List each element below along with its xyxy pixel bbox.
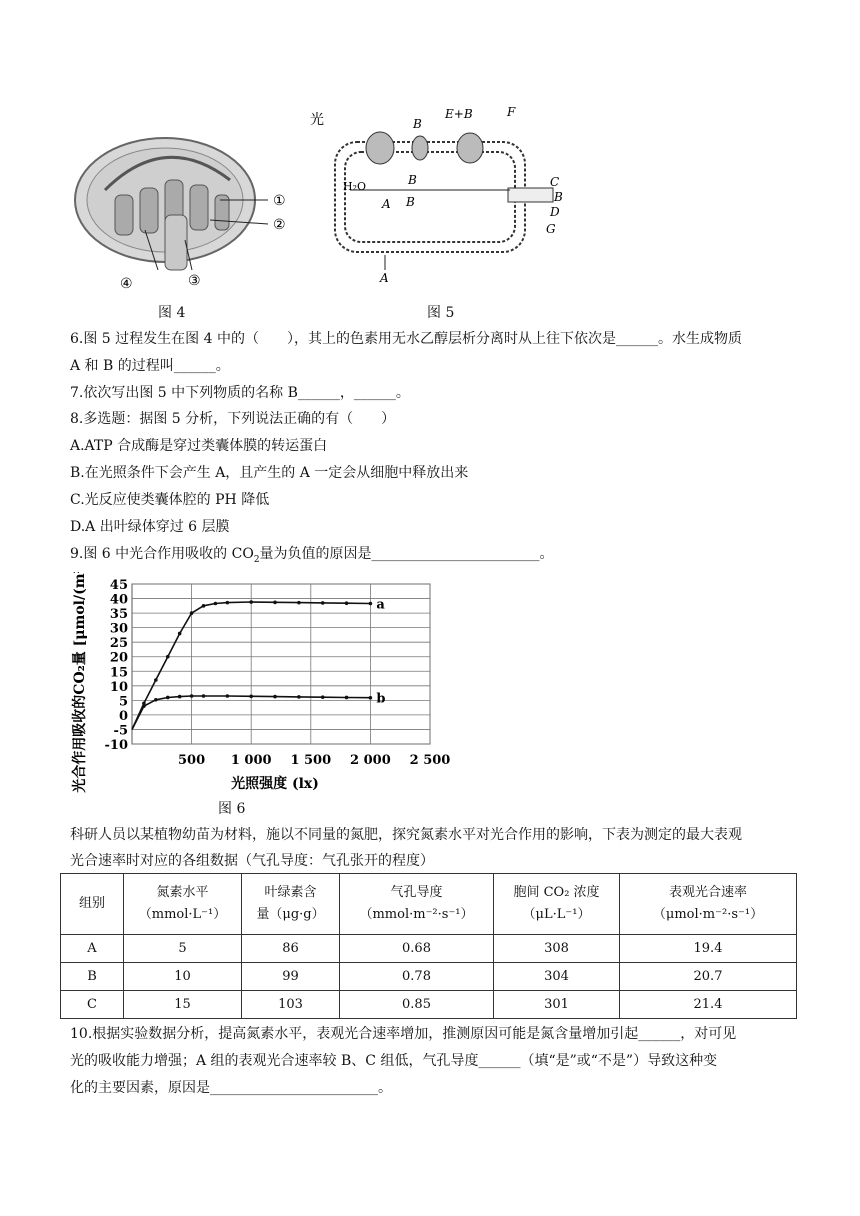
option-8-b: B.在光照条件下会产生 A，且产生的 A 一定会从细胞中释放出来 xyxy=(70,465,469,481)
fig5-label-a-mid: A xyxy=(382,197,391,211)
data-point-a xyxy=(154,678,158,682)
data-point-a xyxy=(178,632,182,636)
thylakoid-illustration xyxy=(310,100,570,290)
x-tick-label: 2 000 xyxy=(350,753,391,768)
question-8: 8.多选题：据图 5 分析，下列说法正确的有（ ） xyxy=(70,411,396,427)
y-tick-label: 30 xyxy=(109,621,128,637)
data-point-b xyxy=(249,694,253,698)
fig5-label-b-right: B xyxy=(554,190,563,204)
fig5-label-b-mid: B xyxy=(408,173,417,187)
question-9-sub: 2 xyxy=(253,554,260,565)
data-point-b xyxy=(178,695,182,699)
cell: 15 xyxy=(124,991,242,1019)
data-point-a xyxy=(190,611,194,615)
question-10-line-3: 化的主要因素，原因是________________________。 xyxy=(70,1080,392,1096)
y-tick-label: -5 xyxy=(113,723,128,739)
data-point-b xyxy=(273,695,277,699)
series-label-b: b xyxy=(376,691,386,707)
figure-4-caption: 图 4 xyxy=(158,305,186,321)
y-tick-label: 25 xyxy=(109,636,128,652)
fig5-label-f: F xyxy=(507,105,516,119)
data-point-b xyxy=(190,694,194,698)
y-tick-label: 15 xyxy=(109,665,128,681)
data-point-a xyxy=(321,601,325,605)
figure-6-caption: 图 6 xyxy=(218,801,246,817)
fig4-label-1: ① xyxy=(273,193,286,209)
header-stomatal: 气孔导度 （mmol·m⁻²·s⁻¹） xyxy=(340,874,494,935)
fig4-label-3: ③ xyxy=(188,273,201,289)
data-point-a xyxy=(202,604,206,608)
cell: 103 xyxy=(242,991,340,1019)
header-nitrogen: 氮素水平 （mmol·L⁻¹） xyxy=(124,874,242,935)
intro-line-2: 光合速率时对应的各组数据（气孔导度：气孔张开的程度） xyxy=(70,853,434,869)
data-point-a xyxy=(273,601,277,605)
figure-5-caption: 图 5 xyxy=(427,305,455,321)
y-tick-label: 0 xyxy=(118,708,128,724)
header-group: 组别 xyxy=(61,874,124,935)
y-tick-label: -10 xyxy=(104,738,128,753)
fig4-label-4: ④ xyxy=(120,276,133,292)
cell: 301 xyxy=(494,991,620,1019)
cell: 304 xyxy=(494,963,620,991)
fig5-label-water: H₂O xyxy=(343,180,367,193)
table-row xyxy=(61,963,797,991)
table-header-row xyxy=(61,874,797,935)
header-chlorophyll: 叶绿素含 量（μg·g） xyxy=(242,874,340,935)
plot-area xyxy=(132,584,430,744)
data-point-a xyxy=(345,601,349,605)
table-row xyxy=(61,935,797,963)
x-tick-label: 2 500 xyxy=(409,753,451,768)
data-point-a xyxy=(214,602,218,606)
data-point-b xyxy=(202,694,206,698)
cell: B xyxy=(61,963,124,991)
series-label-a: a xyxy=(376,597,385,613)
x-axis-label: 光照强度 (lx) xyxy=(231,776,319,792)
y-tick-label: 45 xyxy=(109,578,128,593)
y-tick-label: 10 xyxy=(109,679,128,695)
cell: 308 xyxy=(494,935,620,963)
cell: 86 xyxy=(242,935,340,963)
question-10-line-2: 光的吸收能力增强；A 组的表观光合速率较 B、C 组低，气孔导度______（填“是”或“不是”）导致这种变 xyxy=(70,1053,718,1069)
cell: 10 xyxy=(124,963,242,991)
cell: A xyxy=(61,935,124,963)
x-tick-label: 1 500 xyxy=(290,753,332,768)
cell: 5 xyxy=(124,935,242,963)
question-7: 7.依次写出图 5 中下列物质的名称 B______，______。 xyxy=(70,385,410,401)
table-row xyxy=(61,991,797,1019)
cell: 21.4 xyxy=(620,991,797,1019)
data-point-b xyxy=(142,704,146,708)
cell: 99 xyxy=(242,963,340,991)
fig4-label-2: ② xyxy=(273,217,286,233)
cell: 0.78 xyxy=(340,963,494,991)
question-6-line-2: A 和 B 的过程叫______。 xyxy=(70,358,230,374)
data-point-a xyxy=(166,655,170,659)
fig5-label-g: G xyxy=(546,222,556,236)
fig5-label-c: C xyxy=(550,175,560,189)
data-point-b xyxy=(321,695,325,699)
fig5-label-b-top: B xyxy=(413,117,422,131)
header-rate: 表观光合速率 （μmol·m⁻²·s⁻¹） xyxy=(620,874,797,935)
cell: C xyxy=(61,991,124,1019)
data-point-a xyxy=(369,602,373,606)
fig5-label-b-low: B xyxy=(406,195,415,209)
y-tick-label: 20 xyxy=(109,650,128,666)
data-table xyxy=(60,873,797,1019)
fig5-label-a-bottom: A xyxy=(380,271,389,285)
x-tick-label: 1 000 xyxy=(230,753,272,768)
cell: 19.4 xyxy=(620,935,797,963)
data-point-a xyxy=(297,601,301,605)
y-axis-label: 光合作用吸收的CO₂量 [μmol/(m²·s)] xyxy=(72,572,88,793)
chart-svg xyxy=(70,572,460,797)
question-9 xyxy=(70,544,554,570)
data-point-b xyxy=(345,696,349,700)
x-tick-label: 500 xyxy=(178,753,206,768)
data-point-b xyxy=(154,698,158,702)
data-point-b xyxy=(226,694,230,698)
cell: 20.7 xyxy=(620,963,797,991)
figure-4 xyxy=(70,120,300,295)
y-tick-label: 5 xyxy=(118,694,128,710)
y-tick-label: 35 xyxy=(109,607,128,623)
header-co2: 胞间 CO₂ 浓度 （μL·L⁻¹） xyxy=(494,874,620,935)
fig5-label-light: 光 xyxy=(310,112,324,128)
question-6-line-1: 6.图 5 过程发生在图 4 中的（ ），其上的色素用无水乙醇层析分离时从上往下依次是______。水生成物质 xyxy=(70,331,742,347)
question-9-post: 量为负值的原因是________________________。 xyxy=(259,546,554,562)
intro-line-1: 科研人员以某植物幼苗为材料，施以不同量的氮肥，探究氮素水平对光合作用的影响，下表为测定的最大表观 xyxy=(70,827,742,843)
data-point-a xyxy=(226,601,230,605)
data-point-b xyxy=(297,695,301,699)
option-8-c: C.光反应使类囊体腔的 PH 降低 xyxy=(70,492,270,508)
chloroplast-illustration xyxy=(70,120,300,295)
cell: 0.85 xyxy=(340,991,494,1019)
figure-5 xyxy=(310,100,570,290)
option-8-a: A.ATP 合成酶是穿过类囊体膜的转运蛋白 xyxy=(70,438,328,454)
question-9-pre: 9.图 6 中光合作用吸收的 CO xyxy=(70,546,254,562)
question-10-line-1: 10.根据实验数据分析，提高氮素水平，表观光合速率增加，推测原因可能是氮含量增加引起______，对可见 xyxy=(70,1026,737,1042)
fig5-label-d: D xyxy=(550,205,560,219)
data-point-b xyxy=(166,696,170,700)
fig5-label-eb: E+B xyxy=(445,107,473,121)
data-point-a xyxy=(249,600,253,604)
option-8-d: D.A 出叶绿体穿过 6 层膜 xyxy=(70,519,230,535)
data-point-b xyxy=(369,696,373,700)
cell: 0.68 xyxy=(340,935,494,963)
y-tick-label: 40 xyxy=(109,592,128,608)
figure-6-chart xyxy=(70,572,460,797)
